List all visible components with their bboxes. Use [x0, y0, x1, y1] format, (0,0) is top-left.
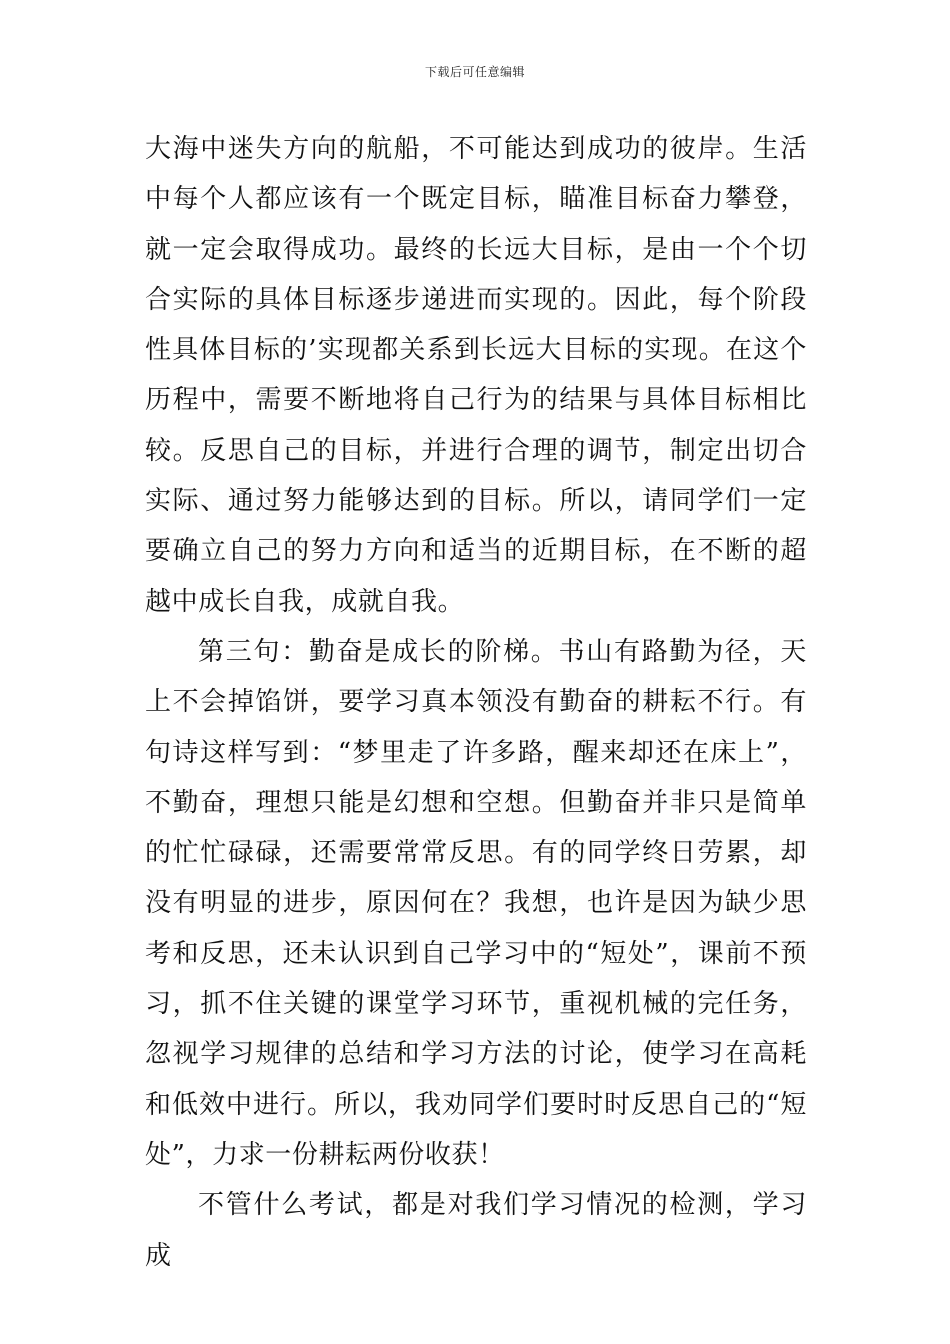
paragraph-exams: 不管什么考试，都是对我们学习情况的检测，学习成: [145, 1190, 807, 1271]
document-body: [145, 124, 807, 1281]
paragraph-goals: 大海中迷失方向的航船，不可能达到成功的彼岸。生活中每个人都应该有一个既定目标，瞄准目标奋力攀登，就一定会取得成功。最终的长远大目标，是由一个个切合实际的具体目标逐步递进而实现的。因此，每个阶段性具体目标的’实现都关系到长远大目标的实现。在这个历程中，需要不断地将自己行为的结果与具体目标相比较。反思自己的目标，并进行合理的调节，制定出切合实际、通过努力能够达到的目标。所以，请同学们一定要确立自己的努力方向和适当的近期目标，在不断的超越中成长自我，成就自我。: [145, 134, 807, 617]
paragraph-diligence: 第三句：勤奋是成长的阶梯。书山有路勤为径，天上不会掉馅饼，要学习真本领没有勤奋的耕耘不行。有句诗这样写到：“梦里走了许多路，醒来却还在床上”，不勤奋，理想只能是幻想和空想。但勤奋并非只是简单的忙忙碌碌，还需要常常反思。有的同学终日劳累，却没有明显的进步，原因何在？我想，也许是因为缺少思考和反思，还未认识到自己学习中的“短处”，课前不预习，抓不住关键的课堂学习环节，重视机械的完任务，忽视学习规律的总结和学习方法的讨论，使学习在高耗和低效中进行。所以，我劝同学们要时时反思自己的“短处”，力求一份耕耘两份收获！: [145, 636, 807, 1170]
page-header: 下载后可任意编辑: [424, 65, 525, 79]
